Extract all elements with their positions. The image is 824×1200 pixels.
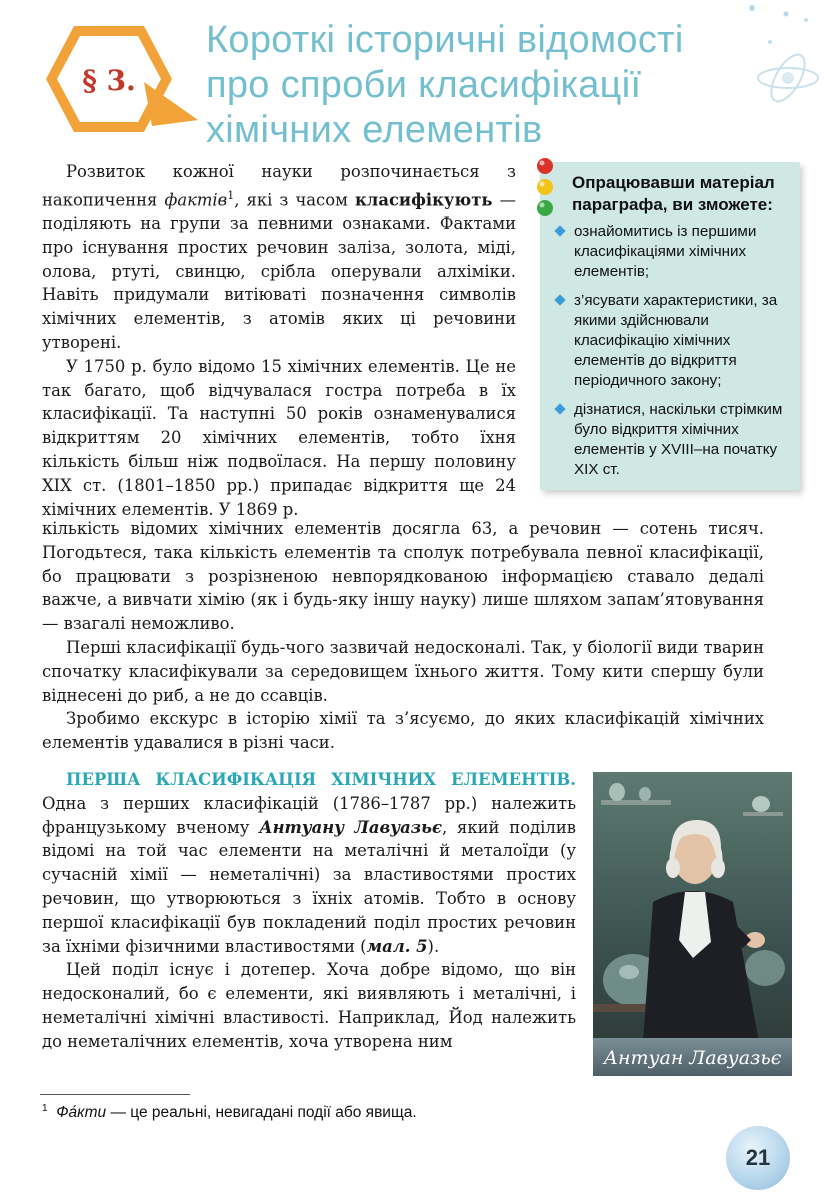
bullet-icon — [554, 225, 565, 236]
section-number: § 3. — [82, 64, 136, 97]
footnote-mark: 1 — [227, 188, 235, 202]
footnote — [42, 1098, 642, 1124]
objectives-list — [554, 222, 794, 489]
objective-item: з’ясувати характеристики, за якими здійснювали класифікацію хімічних елементів до відкриття періодичного закону; — [554, 291, 794, 391]
traffic-light-icon — [534, 156, 556, 220]
title-line-2: про спроби класифікації — [206, 64, 642, 106]
section-1-column — [42, 768, 576, 1054]
bullet-icon — [554, 294, 565, 305]
section-1-paragraph-2: Цей поділ існує і дотепер. Хоча добре відомо, що він недосконалий, бо є елементи, які виявляють і металічні, і неметалічні хімічні властивості. Наприклад, Йод належить до неметалічних елементів, хоча утворена ним — [42, 960, 576, 1051]
intro-paragraph-3: Перші класифікації будь-чого зазвичай недосконалі. Так, у біології види тварин спочатку класифікували за середовищем їхнього життя. Тому кити спершу були віднесені до риб, а не до ссавців. — [42, 637, 764, 705]
footnote-divider — [40, 1094, 190, 1095]
bullet-icon — [554, 403, 565, 414]
decorative-molecule-icon — [740, 0, 824, 110]
section-1-paragraph-1: ПЕРША КЛАСИФІКАЦІЯ ХІМІЧНИХ ЕЛЕМЕНТІВ. Одна з перших класифікацій (1786–1787 рр.) належить французькому вченому Антуану Лавуазьє, який поділив відомі на той час елементи на металічні й металоїди (у сучасній хімії — неметалічні) за властивостями простих речовин, що утворюються з їхніх атомів. Тобто в основу першої класифікації був покладений поділ простих речовин за їхніми фізичними властивостями (мал. 5). — [42, 770, 576, 956]
term-facts: фактів — [164, 190, 228, 210]
intro-paragraph-1: Розвиток кожної науки розпочинається з накопичення фактів$^1$, які з часом класифікують — поділяють на групи за певними ознаками. Фактами про існування простих речовин заліза, золота, міді, олова, ртуті, свинцю, срібла оперували алхіміки. Навіть придумали витіюваті позначення символів хімічних елементів, з атомів яких ці речовини утворені. — [42, 162, 516, 353]
lavoisier-portrait — [593, 772, 792, 1076]
section-1-heading: ПЕРША КЛАСИФІКАЦІЯ ХІМІЧНИХ ЕЛЕМЕНТІВ. — [66, 770, 576, 789]
objective-item: дізнатися, наскільки стрімким було відкриття хімічних елементів у XVIII–на початку XIX ст. — [554, 400, 794, 480]
portrait-caption: Антуан Лавуазьє — [603, 1047, 782, 1069]
title-line-3: хімічних елементів — [206, 109, 543, 151]
footnote-term: Фа́кти — [56, 1104, 107, 1122]
objectives-box — [540, 162, 800, 490]
intro-paragraph-2-start: У 1750 р. було відомо 15 хімічних елементів. Це не так багато, щоб відчувалася гостра потреба в їх класифікації. Та наступні 50 років ознаменувалися відкриттям 20 хімічних елементів, тобто їхня кількість більш ніж подвоїлася. На першу половину XIX ст. (1801–1850 рр.) припадає відкриття ще 24 хімічних елементів. У 1869 р. — [42, 356, 516, 519]
objectives-heading: Опрацювавши матеріал параграфа, ви зможете: — [572, 173, 775, 214]
title-line-1: Короткі історичні відомості — [206, 19, 684, 61]
page-title — [206, 18, 806, 153]
figure-reference: мал. 5 — [366, 936, 428, 956]
page-number: 21 — [726, 1126, 790, 1190]
term-classify: класифікують — [354, 190, 493, 210]
section-badge — [40, 22, 200, 137]
intro-paragraph-4: Зробимо екскурс в історію хімії та з’ясуємо, до яких класифікацій хімічних елементів удавалися в різні часи. — [42, 709, 764, 753]
footnote-number: 1 — [42, 1103, 48, 1114]
main-text-block — [42, 517, 764, 755]
intro-paragraph-2-end: кількість відомих хімічних елементів досягла 63, а речовин — сотень тисяч. Погодьтеся, така кількість елементів та сполук потребувала певної класифікації, бо працювати з розрізненою невпорядкованою інформацією ставало дедалі важче, а вивчати хімію (як і будь-яку іншу науку) лише шляхом запам’ятовування — взагалі неможливо. — [42, 519, 764, 634]
objective-item: ознайомитись із першими класифікаціями хімічних елементів; — [554, 222, 794, 282]
intro-column — [42, 160, 516, 521]
scientist-name: Антуану Лавуазьє — [259, 817, 442, 837]
footnote-text: — це реальні, невигадані події або явища. — [106, 1104, 417, 1122]
